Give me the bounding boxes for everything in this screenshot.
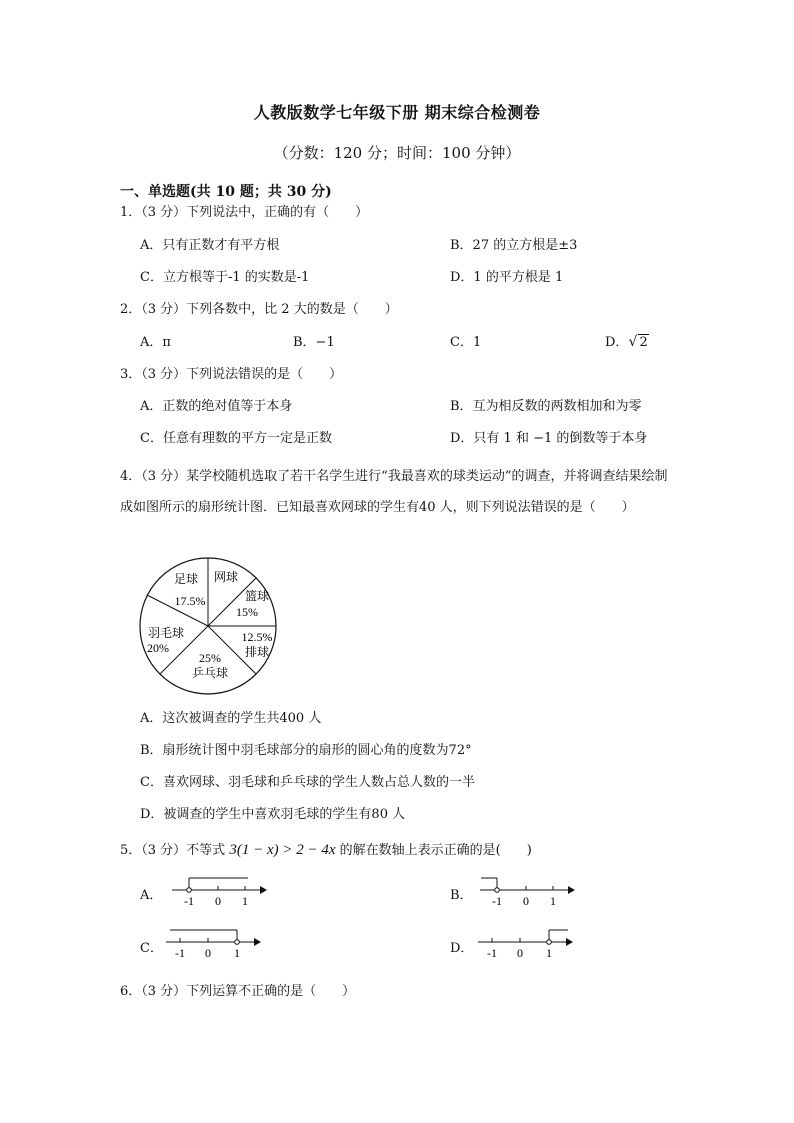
question-3-option-c: C．任意有理数的平方一定是正数 xyxy=(140,431,332,446)
pie-label-pingpong: 乒乓球 xyxy=(191,666,229,680)
question-2-option-a: A．π xyxy=(140,335,171,350)
pie-label-volleyball-pct: 12.5% xyxy=(241,630,273,644)
question-5-option-c-letter: C． xyxy=(140,941,163,956)
question-4-option-b: B．扇形统计图中羽毛球部分的扇形的圆心角的度数为72° xyxy=(140,743,472,758)
tick-label: -1 xyxy=(492,894,502,908)
question-5-inequality: 3(1 − x) > 2 − 4x xyxy=(229,842,336,858)
pie-chart xyxy=(130,555,290,700)
question-5-option-a-letter: A． xyxy=(140,888,163,903)
tick-label: 1 xyxy=(242,894,248,908)
tick-label: 0 xyxy=(205,946,211,960)
page-title: 人教版数学七年级下册 期末综合检测卷 xyxy=(253,103,541,122)
question-2-stem: 2．（3 分）下列各数中，比 2 大的数是（ ） xyxy=(120,302,398,317)
pie-label-football-pct: 17.5% xyxy=(174,594,206,608)
question-4-option-c: C．喜欢网球、羽毛球和乒乓球的学生人数占总人数的一半 xyxy=(140,775,475,790)
number-line-a xyxy=(168,870,268,908)
tick-label: -1 xyxy=(487,946,497,960)
pie-label-football: 足球 xyxy=(173,572,199,586)
tick-label: 1 xyxy=(234,946,240,960)
tick-label: -1 xyxy=(175,946,185,960)
question-2-option-d xyxy=(605,333,649,353)
question-6-stem: 6．（3 分）下列运算不正确的是（ ） xyxy=(120,984,356,999)
sqrt-symbol: √ 2 xyxy=(628,334,648,350)
number-line-d xyxy=(472,922,577,960)
tick-label: 0 xyxy=(215,894,221,908)
question-1-option-c: C．立方根等于-1 的实数是-1 xyxy=(140,270,310,285)
question-5-stem xyxy=(120,840,532,861)
question-3-option-b: B．互为相反数的两数相加和为零 xyxy=(450,399,642,414)
tick-label: 0 xyxy=(517,946,523,960)
question-1-stem: 1．（3 分）下列说法中，正确的有（ ） xyxy=(120,205,369,220)
question-1-option-b: B．27 的立方根是±3 xyxy=(450,238,578,253)
exam-info: （分数：120 分；时间：100 分钟） xyxy=(273,144,521,162)
pie-label-badminton: 羽毛球 xyxy=(147,626,185,640)
number-line-b xyxy=(476,870,576,908)
question-2-option-c: C．1 xyxy=(450,335,482,350)
tick-label: 1 xyxy=(550,894,556,908)
pie-label-basketball-pct: 15% xyxy=(236,605,258,619)
section-heading: 一、单选题(共 10 题；共 30 分) xyxy=(120,184,332,200)
sqrt-radicand: 2 xyxy=(639,335,648,350)
question-2-option-d-letter: D． xyxy=(605,335,629,350)
question-3-option-d: D．只有 1 和 −1 的倒数等于本身 xyxy=(450,431,648,446)
tick-label: 1 xyxy=(546,946,552,960)
question-4-stem: 4．（3 分）某学校随机选取了若干名学生进行“我最喜欢的球类运动”的调查，并将调查结果绘制成如图所示的扇形统计图．已知最喜欢网球的学生有40 人，则下列说法错误的是（ ） xyxy=(120,469,668,515)
number-line-c xyxy=(160,922,265,960)
question-3-option-a: A．正数的绝对值等于本身 xyxy=(140,399,293,414)
question-4-option-d: D．被调查的学生中喜欢羽毛球的学生有80 人 xyxy=(140,807,406,822)
pie-label-badminton-pct: 20% xyxy=(147,641,169,655)
question-3-stem: 3．（3 分）下列说法错误的是（ ） xyxy=(120,367,343,382)
pie-label-tennis: 网球 xyxy=(213,570,239,584)
question-5-prefix: 5．（3 分）不等式 xyxy=(120,843,226,858)
pie-label-basketball: 篮球 xyxy=(244,589,270,603)
question-5-option-b-letter: B． xyxy=(450,888,473,903)
question-1-option-a: A．只有正数才有平方根 xyxy=(140,238,280,253)
question-5-option-d-letter: D． xyxy=(450,941,474,956)
question-4-option-a: A．这次被调查的学生共400 人 xyxy=(140,711,322,726)
tick-label: -1 xyxy=(184,894,194,908)
question-2-option-b: B．−1 xyxy=(293,335,335,350)
question-1-option-d: D．1 的平方根是 1 xyxy=(450,270,564,285)
pie-label-pingpong-pct: 25% xyxy=(199,651,221,665)
pie-label-volleyball: 排球 xyxy=(244,645,270,659)
tick-label: 0 xyxy=(523,894,529,908)
question-5-suffix: 的解在数轴上表示正确的是( ) xyxy=(339,843,532,858)
